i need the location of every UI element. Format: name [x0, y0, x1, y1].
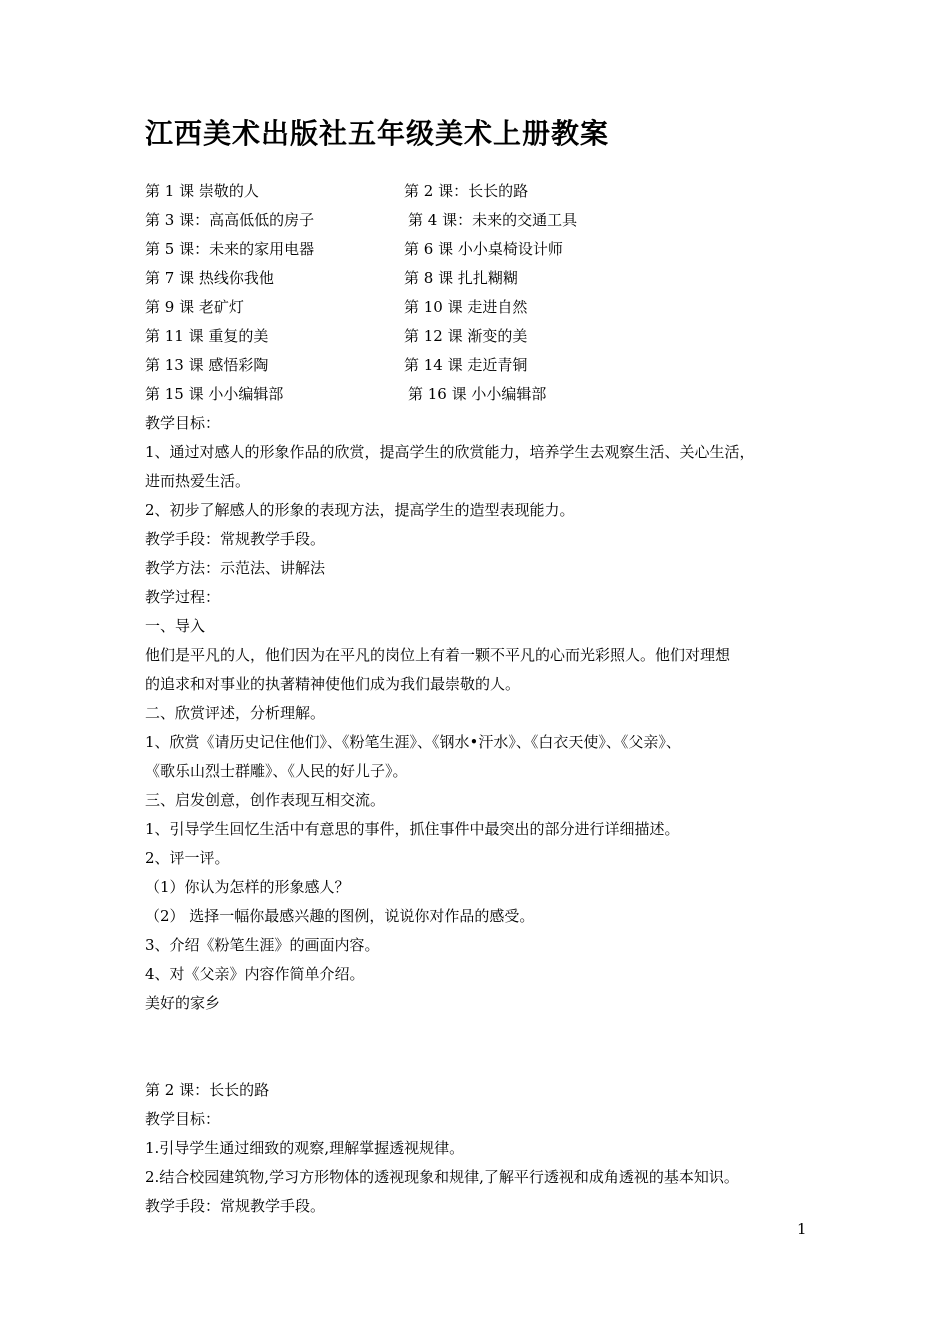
toc-lesson-12: 第 12 课 渐变的美 [404, 327, 528, 345]
objective-2: 2.结合校园建筑物,学习方形物体的透视现象和规律,了解平行透视和成角透视的基本知识。 [145, 1168, 739, 1186]
lesson-body [145, 409, 825, 1221]
blank-line [145, 1018, 825, 1047]
toc-lesson-4: 第 4 课：未来的交通工具 [408, 211, 578, 229]
step-appreciation: 二、欣赏评述，分析理解。 [145, 704, 326, 722]
toc-row [145, 380, 825, 409]
toc-row [145, 235, 825, 264]
toc-lesson-13: 第 13 课 感悟彩陶 [145, 356, 269, 374]
paragraph-line: 他们是平凡的人，他们因为在平凡的岗位上有着一颗不平凡的心而光彩照人。他们对理想 [145, 646, 731, 664]
toc-row [145, 322, 825, 351]
toc-lesson-2: 第 2 课：长长的路 [404, 182, 529, 200]
objective-1: 1.引导学生通过细致的观察,理解掌握透视规律。 [145, 1139, 465, 1157]
toc-row [145, 264, 825, 293]
page-number: 1 [797, 1220, 807, 1238]
toc-row [145, 177, 825, 206]
lesson-table-of-contents [145, 177, 825, 409]
paragraph-line: （1）你认为怎样的形象感人？ [145, 878, 350, 896]
toc-row [145, 206, 825, 235]
step-creation: 三、启发创意，创作表现互相交流。 [145, 791, 386, 809]
objective-1-continued: 进而热爱生活。 [145, 472, 251, 490]
paragraph-line: 美好的家乡 [145, 994, 221, 1012]
objective-1: 1、通过对感人的形象作品的欣赏，提高学生的欣赏能力，培养学生去观察生活、关心生活， [145, 443, 755, 461]
section-heading-process: 教学过程： [145, 588, 221, 606]
paragraph-line: 《歌乐山烈士群雕》、《人民的好儿子》。 [145, 762, 408, 780]
objective-2: 2、初步了解感人的形象的表现方法，提高学生的造型表现能力。 [145, 501, 575, 519]
toc-lesson-14: 第 14 课 走近青铜 [404, 356, 528, 374]
teaching-means: 教学手段：常规教学手段。 [145, 530, 326, 548]
paragraph-line: 的追求和对事业的执著精神使他们成为我们最崇敬的人。 [145, 675, 521, 693]
toc-lesson-6: 第 6 课 小小桌椅设计师 [404, 240, 563, 258]
toc-row [145, 293, 825, 322]
section-heading-objectives: 教学目标： [145, 1110, 221, 1128]
lesson-2-heading: 第 2 课：长长的路 [145, 1081, 270, 1099]
paragraph-line: 1、引导学生回忆生活中有意思的事件，抓住事件中最突出的部分进行详细描述。 [145, 820, 680, 838]
teaching-means: 教学手段：常规教学手段。 [145, 1197, 326, 1215]
toc-lesson-10: 第 10 课 走进自然 [404, 298, 528, 316]
toc-lesson-3: 第 3 课：高高低低的房子 [145, 211, 315, 229]
toc-row [145, 351, 825, 380]
toc-lesson-7: 第 7 课 热线你我他 [145, 269, 274, 287]
paragraph-line: （2） 选择一幅你最感兴趣的图例，说说你对作品的感受。 [145, 907, 535, 925]
toc-lesson-16: 第 16 课 小小编辑部 [408, 385, 547, 403]
paragraph-line: 3、介绍《粉笔生涯》的画面内容。 [145, 936, 380, 954]
section-heading-objectives: 教学目标： [145, 414, 221, 432]
toc-lesson-5: 第 5 课：未来的家用电器 [145, 240, 315, 258]
toc-lesson-15: 第 15 课 小小编辑部 [145, 385, 284, 403]
step-introduction: 一、导入 [145, 617, 206, 635]
teaching-methods: 教学方法：示范法、讲解法 [145, 559, 326, 577]
toc-lesson-11: 第 11 课 重复的美 [145, 327, 269, 345]
blank-line [145, 1047, 825, 1076]
paragraph-line: 4、对《父亲》内容作简单介绍。 [145, 965, 365, 983]
toc-lesson-8: 第 8 课 扎扎糊糊 [404, 269, 518, 287]
toc-lesson-1: 第 1 课 崇敬的人 [145, 182, 259, 200]
paragraph-line: 2、评一评。 [145, 849, 230, 867]
toc-lesson-9: 第 9 课 老矿灯 [145, 298, 244, 316]
paragraph-line: 1、欣赏《请历史记住他们》、《粉笔生涯》、《钢水•汗水》、《白衣天使》、《父亲》、 [145, 733, 681, 751]
document-title: 江西美术出版社五年级美术上册教案 [145, 117, 610, 150]
